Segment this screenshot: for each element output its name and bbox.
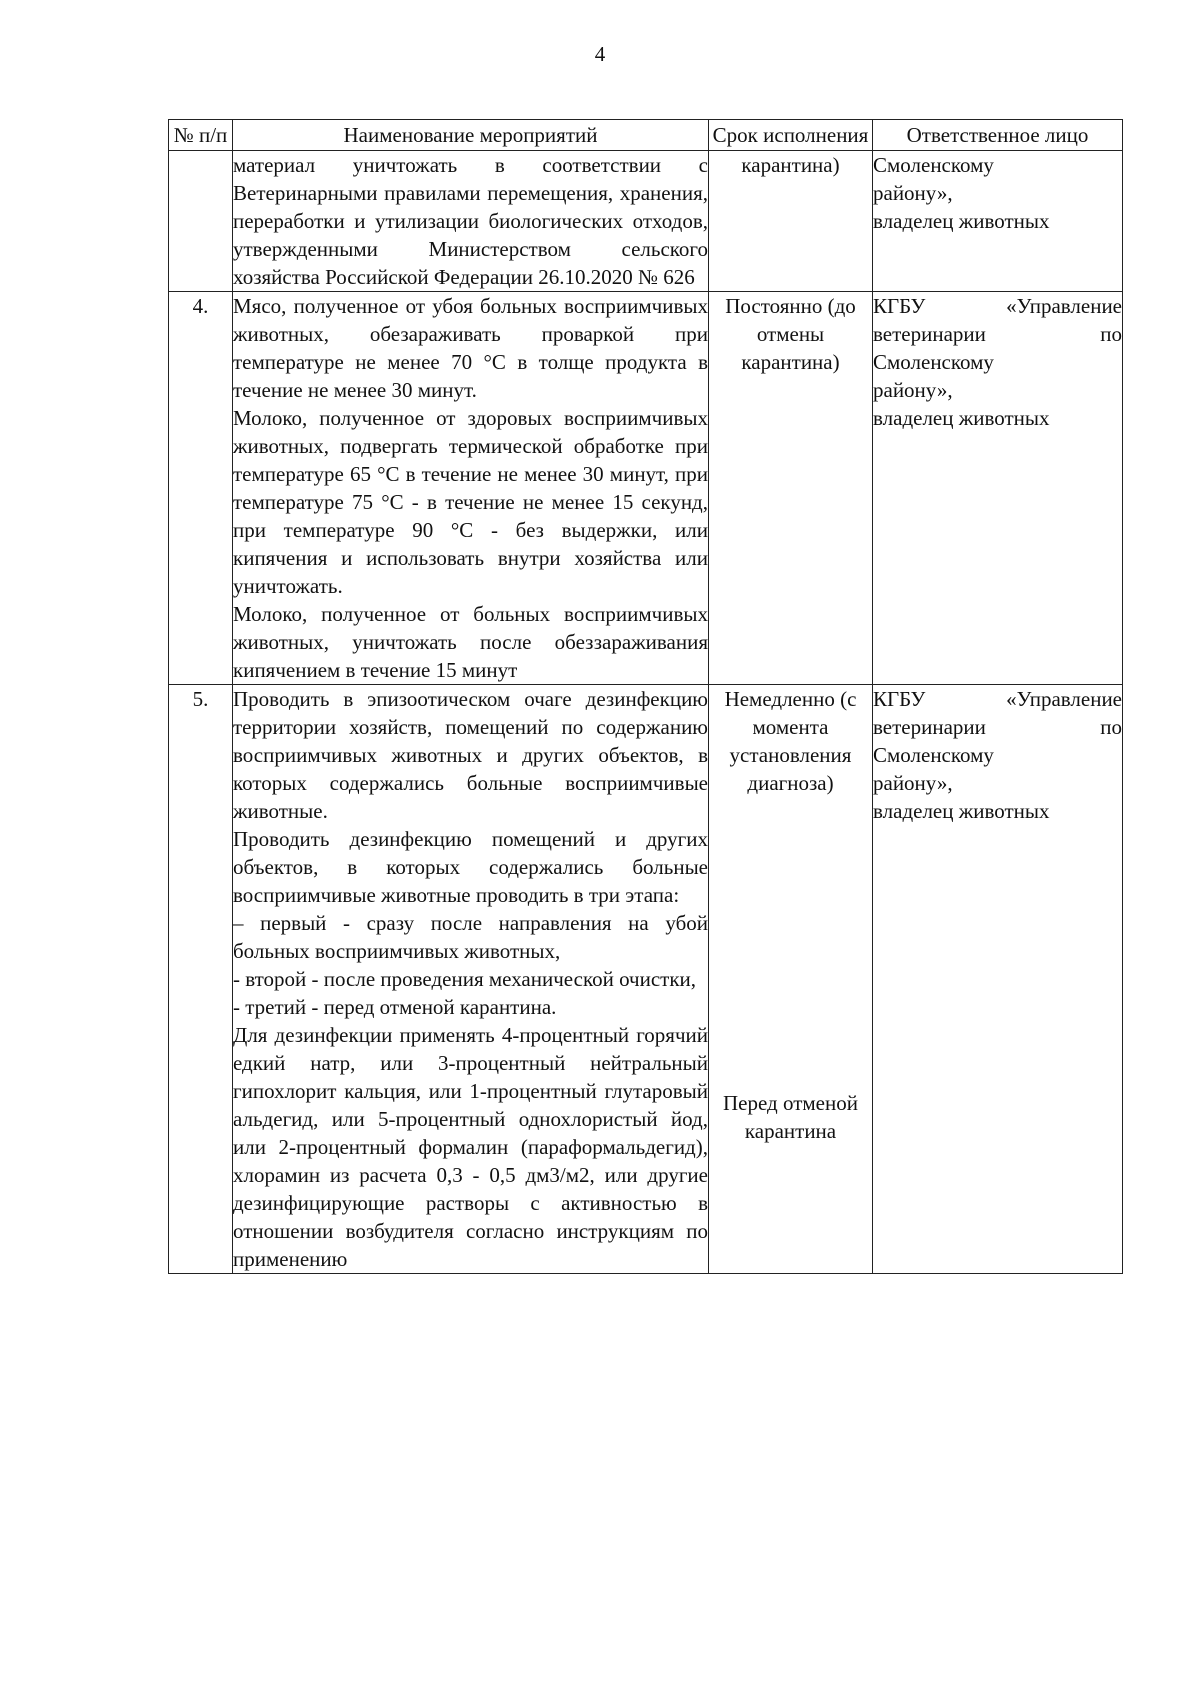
measure-paragraph: Мясо, полученное от убоя больных восприимчивых животных, обезараживать проваркой при температуре не менее 70 °С в толще продукта в течение не менее 30 минут. (233, 294, 708, 402)
deadline-spacer (709, 797, 872, 1089)
measure-paragraph: - третий - перед отменой карантина. (233, 995, 557, 1019)
measure-cell (233, 292, 709, 685)
deadline-cell (709, 292, 873, 685)
row-number (169, 151, 233, 292)
measure-paragraph: Для дезинфекции применять 4-процентный горячий едкий натр, или 3-процентный нейтральный гипохлорит кальция, или 1-процентный глутаровый альдегид, или 5-процентный однохлористый йод, или 2-процентный формалин (параформальдегид), хлорамин из расчета 0,3 - 0,5 дм3/м2, или другие дезинфицирующие растворы с активностью в отношении возбудителя согласно инструкциям по применению (233, 1023, 708, 1271)
measures-table (168, 119, 1123, 1274)
deadline-text: Перед отменой карантина (723, 1091, 858, 1143)
responsible-cell (873, 685, 1123, 1274)
responsible-line: Смоленскому (873, 153, 994, 177)
deadline-text: Немедленно (с момента установления диагноза) (724, 687, 857, 795)
measure-paragraph: материал уничтожать в соответствии с Ветеринарными правилами перемещения, хранения, переработки и утилизации биологических отходов, утвержденными Министерством сельского хозяйства Российской Федерации 26.10.2020 № 626 (233, 153, 708, 289)
header-number: № п/п (169, 120, 233, 151)
measure-paragraph: Проводить дезинфекцию помещений и других объектов, в которых содержались больные восприимчивые животные проводить в три этапа: (233, 827, 708, 907)
responsible-line: КГБУ «Управление (873, 294, 1122, 318)
deadline-cell (709, 685, 873, 1274)
table-row (169, 151, 1123, 292)
deadline-text: Постоянно (до отмены карантина) (725, 294, 856, 374)
table-header-row (169, 120, 1123, 151)
responsible-line: Смоленскому (873, 350, 994, 374)
responsible-line: району», (873, 771, 953, 795)
responsible-line: району», (873, 378, 953, 402)
responsible-line: ветеринарии по (873, 322, 1122, 346)
responsible-line: Смоленскому (873, 743, 994, 767)
deadline-cell (709, 151, 873, 292)
row-number: 5. (169, 685, 233, 1274)
header-responsible: Ответственное лицо (873, 120, 1123, 151)
measure-paragraph: Проводить в эпизоотическом очаге дезинфекцию территории хозяйств, помещений по содержанию восприимчивых животных и других объектов, в которых содержались больные восприимчивые животные. (233, 687, 708, 823)
page-number: 4 (594, 42, 606, 66)
responsible-line: владелец животных (873, 799, 1050, 823)
table-row (169, 685, 1123, 1274)
measure-cell (233, 685, 709, 1274)
responsible-line: владелец животных (873, 209, 1050, 233)
header-measure-name: Наименование мероприятий (233, 120, 709, 151)
deadline-text: карантина) (741, 153, 840, 177)
measure-paragraph: – первый - сразу после направления на убой больных восприимчивых животных, (233, 911, 708, 963)
responsible-line: владелец животных (873, 406, 1050, 430)
header-deadline: Срок исполнения (709, 120, 873, 151)
measure-paragraph: Молоко, полученное от здоровых восприимчивых животных, подвергать термической обработке при температуре 65 °С в течение не менее 30 минут, при температуре 75 °С - в течение не менее 15 секунд, при температуре 90 °С - без выдержки, или кипячения и использовать внутри хозяйства или уничтожать. (233, 406, 708, 598)
responsible-cell (873, 292, 1123, 685)
measure-paragraph: Молоко, полученное от больных восприимчивых животных, уничтожать после обеззараживания кипячением в течение 15 минут (233, 602, 708, 682)
row-number: 4. (169, 292, 233, 685)
responsible-cell (873, 151, 1123, 292)
responsible-line: району», (873, 181, 953, 205)
responsible-line: КГБУ «Управление (873, 687, 1122, 711)
table-row (169, 292, 1123, 685)
responsible-line: ветеринарии по (873, 715, 1122, 739)
measure-cell (233, 151, 709, 292)
measure-paragraph: - второй - после проведения механической очистки, (233, 967, 697, 991)
